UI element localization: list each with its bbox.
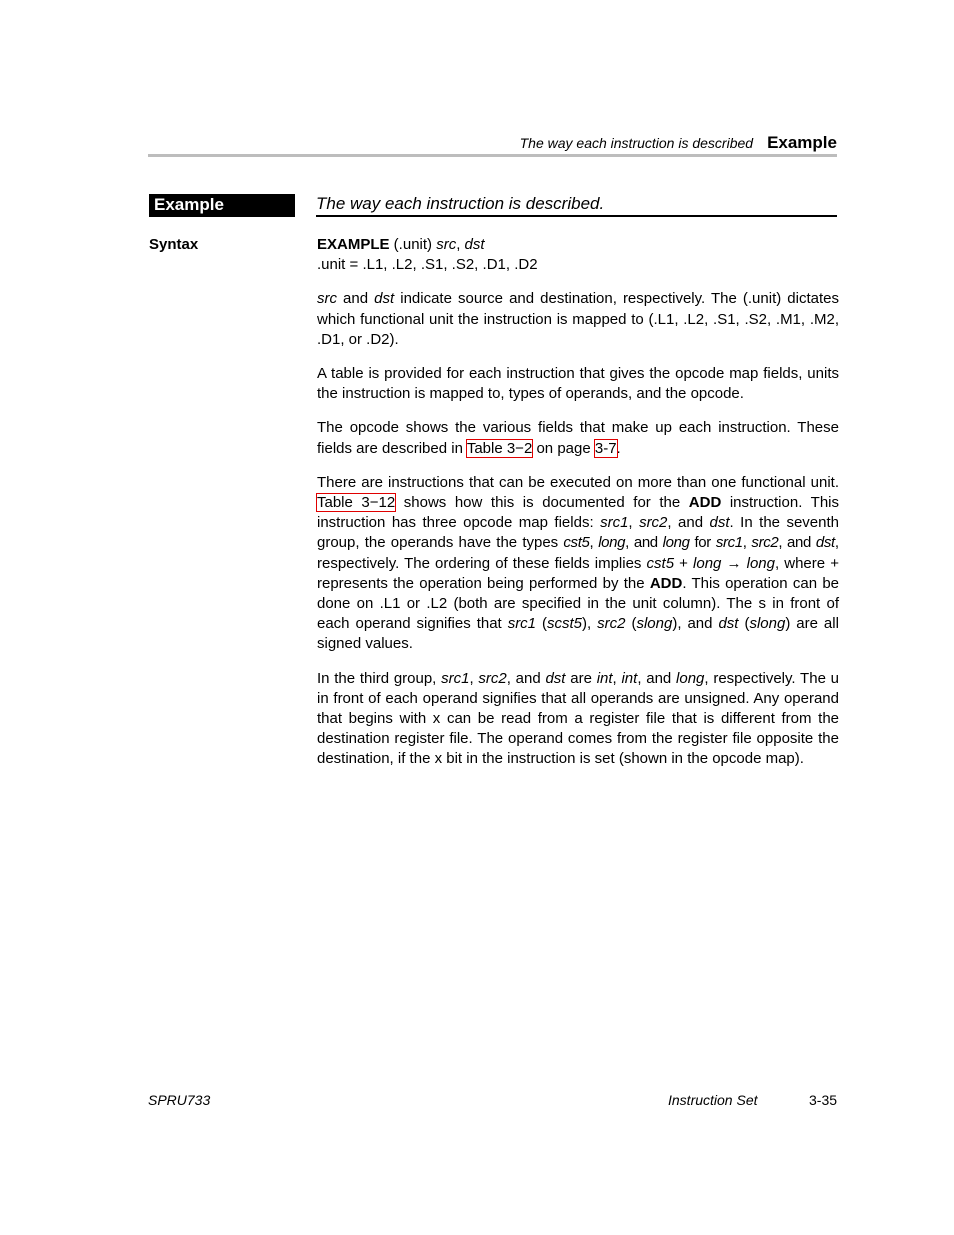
paragraph-operands: src and dst indicate source and destination, respectively. The (.unit) dictates which functional unit the instruction is mapped to (.L1, .L2, .S1, .S2, .M1, .M2, .D1, or .D2). — [317, 290, 839, 348]
header-rule — [148, 154, 837, 157]
paragraph-functional-units: There are instructions that can be executed on more than one functional unit. Table 3−12 shows how this is documented for the ADD instruction. This instruction has three opcode map fields: src1, src2, and dst. In the seventh group, the operands have the types cst5, long, and long for src1, src2, and dst, respectively. The ordering of these fields implies cst5 + long → long, where + represents the operation being performed by the ADD. This operation can be done on .L1 or .L2 (both are specified in the unit column). The s in front of each operand signifies that src1 (scst5), src2 (slong), and dst (slong) are all signed values. — [317, 473, 840, 653]
footer-doc-id: SPRU733 — [148, 1092, 211, 1108]
table-3-2-link[interactable]: Table 3−2 — [466, 439, 533, 457]
section-tag: Example — [149, 194, 295, 217]
syntax-line: EXAMPLE (.unit) src, dst — [317, 236, 485, 253]
footer-page-number: 3-35 — [809, 1092, 838, 1108]
table-3-12-link[interactable]: Table 3−12 — [317, 494, 396, 512]
footer-chapter: Instruction Set — [668, 1092, 758, 1108]
syntax-block — [317, 235, 839, 275]
running-header-subtitle: The way each instruction is described — [519, 135, 754, 151]
paragraph-opcode: The opcode shows the various fields that make up each instruction. These fields are described in Table 3−2 on page 3-7. — [317, 419, 839, 457]
paragraph-table: A table is provided for each instruction that gives the opcode map fields, units the instruction is mapped to, types of operands, and the opcode. — [317, 365, 839, 403]
page-3-7-link[interactable]: 3-7 — [594, 439, 617, 457]
syntax-unit-line: .unit = .L1, .L2, .S1, .S2, .D1, .D2 — [317, 256, 538, 274]
paragraph-third-group: In the third group, src1, src2, and dst are int, int, and long, respectively. The u in front of each operand signifies that all operands are unsigned. Any operand that begins with x can be read from a register file that is different from the destination register file. The operand comes from the register file opposite the destination, if the x bit in the instruction is set (shown in the opcode map). — [317, 669, 840, 768]
body-column — [317, 235, 839, 784]
running-header-title: Example — [767, 133, 837, 152]
section-title: The way each instruction is described. — [316, 192, 837, 217]
running-header — [148, 133, 837, 153]
syntax-label: Syntax — [149, 236, 199, 253]
syntax-mnemonic: EXAMPLE — [317, 236, 390, 253]
